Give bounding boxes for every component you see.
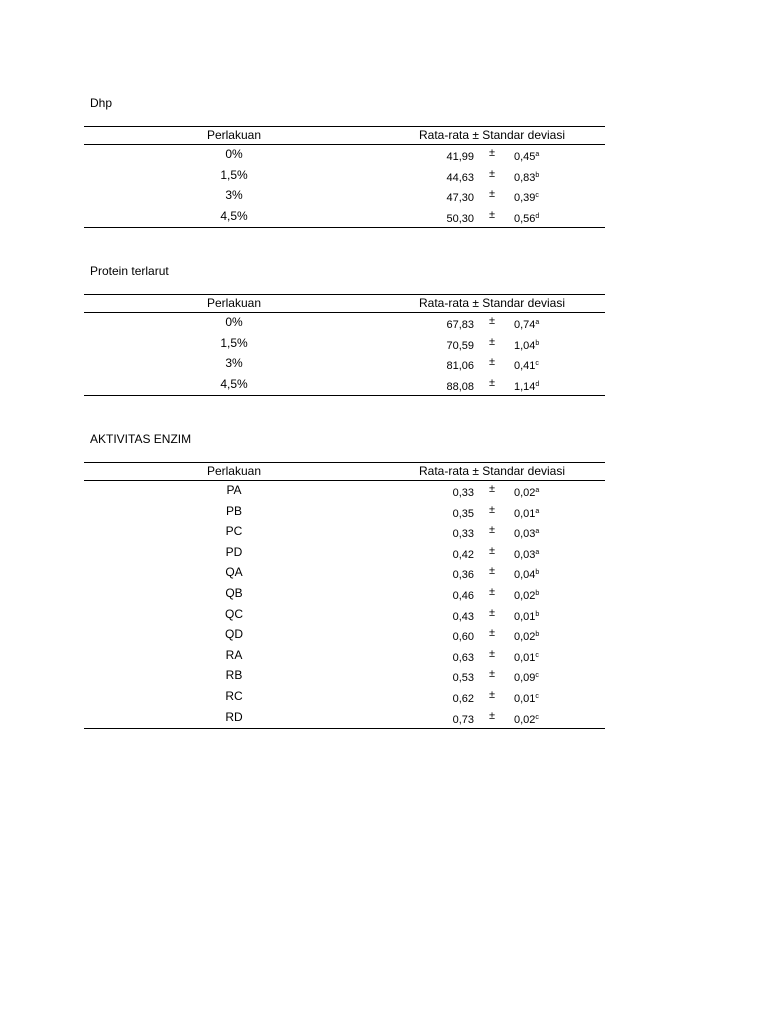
- perlakuan-cell: 4,5%: [220, 376, 248, 391]
- perlakuan-cell: RA: [225, 647, 243, 662]
- column-header-rata-rata: Rata-rata ± Standar deviasi: [419, 128, 565, 142]
- plus-minus-symbol: ±: [489, 167, 496, 180]
- mean-value: 0,63: [452, 651, 474, 664]
- standard-deviation-value: [514, 652, 539, 665]
- significance-letter: b: [535, 589, 540, 597]
- column-header-perlakuan: Perlakuan: [206, 296, 262, 310]
- sd-number: 0,01: [514, 692, 536, 705]
- significance-letter: b: [535, 569, 540, 577]
- standard-deviation-value: [514, 508, 539, 521]
- column-header-perlakuan: Perlakuan: [206, 128, 262, 142]
- table-row: [84, 313, 605, 334]
- sd-number: 0,39: [514, 192, 536, 205]
- standard-deviation-value: [514, 151, 539, 164]
- plus-minus-symbol: ±: [489, 147, 496, 159]
- table-row: [84, 563, 605, 584]
- table-row: [84, 354, 605, 375]
- mean-value: 0,73: [452, 713, 474, 726]
- plus-minus-symbol: ±: [489, 188, 496, 201]
- table-row: [84, 502, 605, 523]
- perlakuan-cell: PA: [226, 483, 242, 497]
- perlakuan-cell: 3%: [225, 356, 243, 371]
- standard-deviation-value: [514, 528, 539, 541]
- mean-value: 0,33: [452, 528, 474, 541]
- mean-value: 50,30: [446, 212, 474, 225]
- mean-value: 47,30: [446, 192, 474, 205]
- significance-letter: c: [535, 692, 539, 700]
- table-row: [84, 166, 605, 187]
- sd-number: 0,03: [514, 548, 536, 561]
- mean-value: 0,46: [452, 589, 474, 602]
- plus-minus-symbol: ±: [489, 376, 496, 389]
- standard-deviation-value: [514, 192, 539, 205]
- perlakuan-cell: 0%: [225, 315, 243, 329]
- perlakuan-cell: 0%: [225, 147, 243, 161]
- standard-deviation-value: [514, 631, 539, 644]
- section-title: Protein terlarut: [90, 264, 169, 278]
- mean-value: 44,63: [446, 171, 474, 184]
- plus-minus-symbol: ±: [489, 503, 496, 516]
- table-row: [84, 584, 605, 605]
- standard-deviation-value: [514, 360, 539, 373]
- significance-letter: c: [535, 713, 539, 721]
- plus-minus-symbol: ±: [489, 668, 496, 681]
- sd-number: 0,04: [514, 569, 536, 582]
- data-table: [84, 126, 605, 228]
- mean-value: 70,59: [446, 339, 474, 352]
- section-title: Dhp: [90, 96, 113, 110]
- standard-deviation-value: [514, 381, 539, 394]
- table-row: [84, 543, 605, 564]
- table-row: [84, 186, 605, 207]
- significance-letter: a: [535, 319, 540, 326]
- plus-minus-symbol: ±: [489, 208, 496, 221]
- plus-minus-symbol: ±: [489, 524, 496, 537]
- significance-letter: c: [535, 651, 539, 659]
- sd-number: 0,01: [514, 651, 536, 664]
- standard-deviation-value: [514, 672, 539, 685]
- sd-number: 1,04: [514, 339, 536, 352]
- perlakuan-cell: 1,5%: [220, 167, 248, 182]
- perlakuan-cell: PB: [225, 503, 242, 518]
- perlakuan-cell: QB: [225, 585, 243, 600]
- mean-value: 0,60: [452, 631, 474, 644]
- significance-letter: b: [535, 339, 540, 347]
- perlakuan-cell: 4,5%: [220, 208, 248, 223]
- standard-deviation-value: [514, 590, 539, 603]
- mean-value: 88,08: [446, 380, 474, 393]
- table-row: [84, 145, 605, 166]
- standard-deviation-value: [514, 213, 539, 226]
- sd-number: 0,02: [514, 713, 536, 726]
- sd-number: 0,03: [514, 528, 536, 541]
- significance-letter: a: [535, 507, 540, 515]
- plus-minus-symbol: ±: [489, 647, 496, 660]
- standard-deviation-value: [514, 319, 539, 332]
- plus-minus-symbol: ±: [489, 483, 496, 495]
- table-header: [84, 127, 605, 145]
- column-header-perlakuan: Perlakuan: [206, 464, 262, 478]
- significance-letter: c: [535, 192, 539, 200]
- mean-value: 0,42: [452, 548, 474, 561]
- perlakuan-cell: QC: [225, 606, 243, 621]
- sd-number: 0,02: [514, 487, 536, 499]
- sd-number: 1,14: [514, 380, 536, 393]
- sd-number: 0,01: [514, 507, 536, 520]
- table-row: [84, 334, 605, 355]
- plus-minus-symbol: ±: [489, 627, 496, 640]
- table-header: [84, 463, 605, 481]
- mean-value: 0,33: [452, 487, 474, 499]
- mean-value: 0,62: [452, 692, 474, 705]
- significance-letter: c: [535, 672, 539, 680]
- plus-minus-symbol: ±: [489, 356, 496, 369]
- perlakuan-cell: 1,5%: [220, 335, 248, 350]
- mean-value: 0,35: [452, 507, 474, 520]
- data-table: [84, 294, 605, 396]
- standard-deviation-value: [514, 569, 539, 582]
- table-row: [84, 481, 605, 502]
- plus-minus-symbol: ±: [489, 565, 496, 578]
- significance-letter: b: [535, 171, 540, 179]
- standard-deviation-value: [514, 611, 539, 624]
- significance-letter: b: [535, 631, 540, 639]
- mean-value: 41,99: [446, 151, 474, 163]
- table-row: [84, 666, 605, 687]
- column-header-rata-rata: Rata-rata ± Standar deviasi: [419, 464, 565, 478]
- significance-letter: b: [535, 610, 540, 618]
- perlakuan-cell: RC: [225, 688, 243, 703]
- mean-value: 81,06: [446, 360, 474, 373]
- plus-minus-symbol: ±: [489, 544, 496, 557]
- sd-number: 0,45: [514, 151, 536, 163]
- table-body: [84, 145, 605, 227]
- plus-minus-symbol: ±: [489, 688, 496, 701]
- significance-letter: d: [535, 212, 540, 220]
- column-header-rata-rata: Rata-rata ± Standar deviasi: [419, 296, 565, 310]
- table-row: [84, 207, 605, 228]
- perlakuan-cell: PC: [225, 524, 243, 539]
- table-row: [84, 375, 605, 396]
- table-row: [84, 708, 605, 729]
- significance-letter: a: [535, 151, 540, 158]
- plus-minus-symbol: ±: [489, 315, 496, 327]
- perlakuan-cell: QA: [225, 565, 243, 580]
- section-title: AKTIVITAS ENZIM: [90, 432, 192, 446]
- plus-minus-symbol: ±: [489, 335, 496, 348]
- standard-deviation-value: [514, 714, 539, 727]
- perlakuan-cell: QD: [225, 627, 243, 642]
- sd-number: 0,56: [514, 212, 536, 225]
- perlakuan-cell: 3%: [225, 188, 243, 203]
- table-row: [84, 522, 605, 543]
- plus-minus-symbol: ±: [489, 709, 496, 722]
- standard-deviation-value: [514, 172, 539, 185]
- table-row: [84, 687, 605, 708]
- sd-number: 0,74: [514, 319, 536, 331]
- mean-value: 0,36: [452, 569, 474, 582]
- standard-deviation-value: [514, 487, 539, 500]
- perlakuan-cell: RD: [225, 709, 243, 724]
- table-body: [84, 481, 605, 728]
- sd-number: 0,02: [514, 589, 536, 602]
- mean-value: 67,83: [446, 319, 474, 331]
- table-row: [84, 625, 605, 646]
- significance-letter: a: [535, 528, 540, 536]
- standard-deviation-value: [514, 549, 539, 562]
- perlakuan-cell: PD: [225, 544, 243, 559]
- table-row: [84, 605, 605, 626]
- sd-number: 0,83: [514, 171, 536, 184]
- table-body: [84, 313, 605, 395]
- table-row: [84, 646, 605, 667]
- significance-letter: d: [535, 380, 540, 388]
- sd-number: 0,01: [514, 610, 536, 623]
- sd-number: 0,09: [514, 672, 536, 685]
- table-header: [84, 295, 605, 313]
- standard-deviation-value: [514, 340, 539, 353]
- sd-number: 0,41: [514, 360, 536, 373]
- sd-number: 0,02: [514, 631, 536, 644]
- plus-minus-symbol: ±: [489, 585, 496, 598]
- mean-value: 0,53: [452, 672, 474, 685]
- mean-value: 0,43: [452, 610, 474, 623]
- plus-minus-symbol: ±: [489, 606, 496, 619]
- significance-letter: a: [535, 487, 540, 494]
- data-table: [84, 462, 605, 729]
- standard-deviation-value: [514, 693, 539, 706]
- significance-letter: c: [535, 360, 539, 368]
- perlakuan-cell: RB: [225, 668, 243, 683]
- significance-letter: a: [535, 548, 540, 556]
